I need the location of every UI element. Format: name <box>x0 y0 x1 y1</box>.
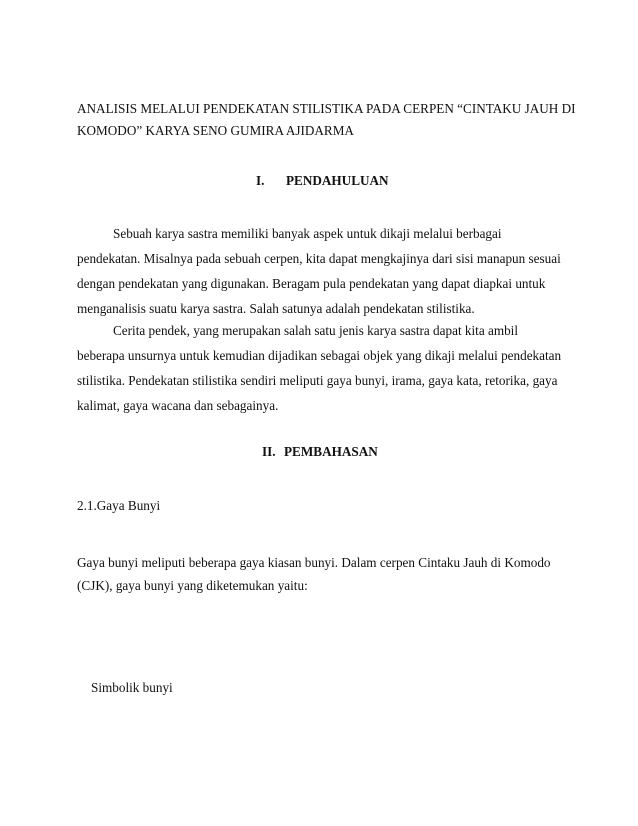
paragraph-text: Cerita pendek, yang merupakan salah satu jenis karya sastra dapat kita ambil beberapa unsurnya untuk kemudian dijadikan sebagai objek yang dikaji melalui pendekatan stilistika. Pendekatan stilistika sendiri meliputi gaya bunyi, irama, gaya kata, retorika, gaya kalimat, gaya wacana dan sebagainya. <box>77 323 562 413</box>
paragraph-intro-2 <box>77 318 563 418</box>
section-number: II. <box>262 444 276 459</box>
list-item-simbolik-bunyi: Simbolik bunyi <box>91 680 173 695</box>
section-title: PENDAHULUAN <box>286 173 389 188</box>
paragraph-text: Sebuah karya sastra memiliki banyak aspek untuk dikaji melalui berbagai pendekatan. Misalnya pada sebuah cerpen, kita dapat mengkajinya dari sisi manapun sesuai dengan pendekatan yang digunakan. Beragam pula pendekatan yang dapat diapkai untuk menganalisis suatu karya sastra. Salah satunya adalah pendekatan stilistika. <box>77 226 561 316</box>
subsection-heading-gaya-bunyi: 2.1.Gaya Bunyi <box>77 498 161 513</box>
section-heading-pembahasan <box>262 443 378 461</box>
section-number: I. <box>256 173 265 188</box>
document-title: ANALISIS MELALUI PENDEKATAN STILISTIKA PADA CERPEN “CINTAKU JAUH DI KOMODO” KARYA SENO GUMIRA AJIDARMA <box>77 101 576 138</box>
paragraph-intro-1 <box>77 221 563 321</box>
section-title: PEMBAHASAN <box>284 444 378 459</box>
section-heading-pendahuluan <box>256 172 389 190</box>
paragraph-gaya-bunyi: Gaya bunyi meliputi beberapa gaya kiasan bunyi. Dalam cerpen Cintaku Jauh di Komodo (CJK), gaya bunyi yang diketemukan yaitu: <box>77 555 551 593</box>
